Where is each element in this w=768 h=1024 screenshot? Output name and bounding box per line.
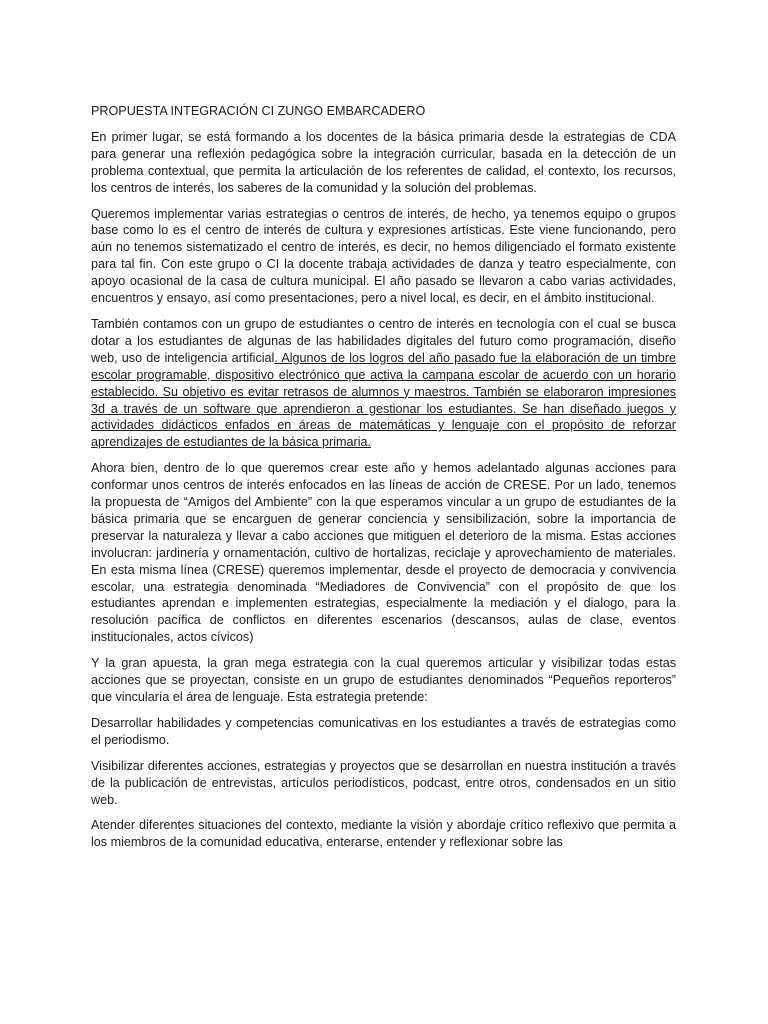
document-page <box>91 103 676 860</box>
paragraph-technology-center <box>91 316 676 451</box>
tech-paragraph-underlined-text: . Algunos de los logros del año pasado fue la elaboración de un timbre escolar programable, dispositivo electrónico que activa la campana escolar de acuerdo con un horario establecido. Su objetivo es evitar retrasos de alumnos y maestros. También se elaboraron impresiones 3d a través de un software que aprendieron a gestionar los estudiantes. Se han diseñado juegos y actividades didácticos enfados en áreas de matemáticas y lenguaje con el propósito de reforzar aprendizajes de estudiantes de la básica primaria. <box>91 350 676 450</box>
paragraph-objective-context: Atender diferentes situaciones del contexto, mediante la visión y abordaje crítico reflexivo que permita a los miembros de la comunidad educativa, enterarse, entender y reflexionar sobre las <box>91 818 676 850</box>
paragraph-crese-centers: Ahora bien, dentro de lo que queremos crear este año y hemos adelantado algunas acciones para conformar unos centros de interés enfocados en las líneas de acción de CRESE. Por un lado, tenemos la propuesta de “Amigos del Ambiente” con la que esperamos vincular a un grupo de estudiantes de la básica primaria que se encarguen de generar conciencia y sensibilización, sobre la importancia de preservar la naturaleza y llevar a cabo acciones que mitiguen el deterioro de la misma. Estas acciones involucran: jardinería y ornamentación, cultivo de hortalizas, reciclaje y aprovechamiento de materiales. En esta misma línea (CRESE) queremos implementar, desde el proyecto de democracia y convivencia escolar, una estrategia denominada “Mediadores de Convivencia” con el propósito de que los estudiantes aprendan e implementen estrategias, especialmente la mediación y el dialogo, para la resolución pacífica de conflictos en diferentes escenarios (descansos, aulas de clase, eventos institucionales, actos cívicos) <box>91 461 676 645</box>
paragraph-culture-center: Queremos implementar varias estrategias o centros de interés, de hecho, ya tenemos equipo o grupos base como lo es el centro de interés de cultura y expresiones artísticas. Este viene funcionando, pero aún no tenemos sistematizado el centro de interés, es decir, no hemos diligenciado el formato existente para tal fin. Con este grupo o CI la docente trabaja actividades de danza y teatro especialmente, con apoyo ocasional de la casa de cultura municipal. El año pasado se llevaron a cabo varias actividades, encuentros y ensayo, así como presentaciones, pero a nivel local, es decir, en el ámbito institucional. <box>91 206 676 306</box>
paragraph-objective-communication: Desarrollar habilidades y competencias comunicativas en los estudiantes a través de estrategias como el periodismo. <box>91 715 676 747</box>
tech-paragraph-plain-text: También contamos con un grupo de estudiantes o centro de interés en tecnología con el cual se busca dotar a los estudiantes de algunas de las habilidades digitales del futuro como programación, diseño web, uso de inteligencia artificial <box>91 316 676 365</box>
paragraph-objective-visibility: Visibilizar diferentes acciones, estrategias y proyectos que se desarrollan en nuestra institución a través de la publicación de entrevistas, artículos periodísticos, podcast, entre otros, condensados en un sitio web. <box>91 758 676 807</box>
document-title: PROPUESTA INTEGRACIÓN CI ZUNGO EMBARCADERO <box>91 104 426 118</box>
paragraph-pequenos-reporteros: Y la gran apuesta, la gran mega estrategia con la cual queremos articular y visibilizar todas estas acciones que se proyectan, consiste en un grupo de estudiantes denominados “Pequeños reporteros” que vincularía el área de lenguaje. Esta estrategia pretende: <box>91 656 676 704</box>
paragraph-cda-training: En primer lugar, se está formando a los docentes de la básica primaria desde la estrategias de CDA para generar una reflexión pedagógica sobre la integración curricular, basada en la detección de un problema contextual, que permita la articulación de los referentes de calidad, el contexto, los recursos, los centros de interés, los saberes de la comunidad y la solución del problemas. <box>91 129 676 195</box>
